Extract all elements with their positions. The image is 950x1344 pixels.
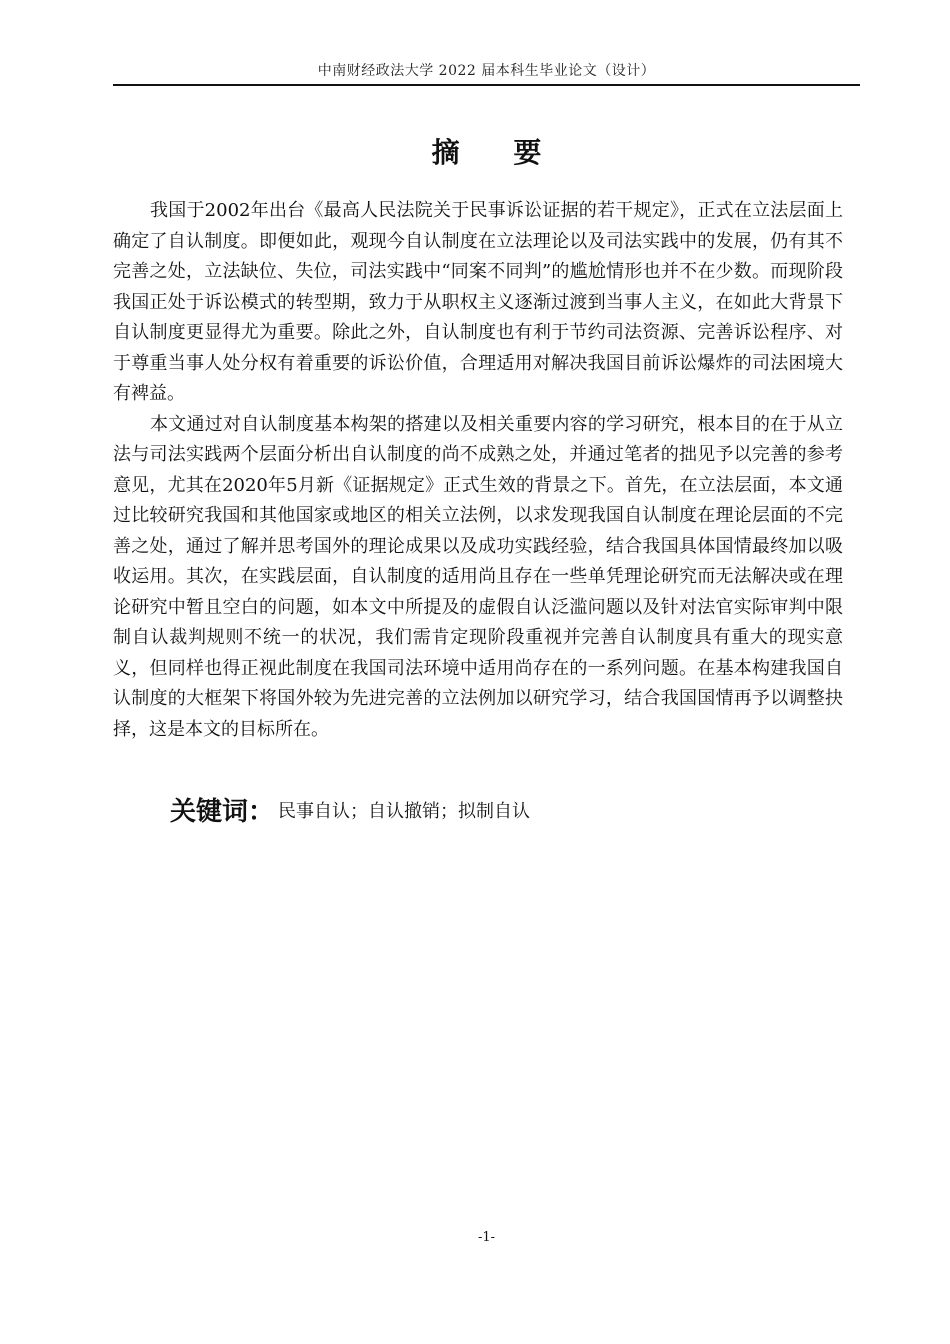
abstract-paragraph-2: 本文通过对自认制度基本构架的搭建以及相关重要内容的学习研究，根本目的在于从立法与司法实践两个层面分析出自认制度的尚不成熟之处，并通过笔者的拙见予以完善的参考意见，尤其在2020年5月新《证据规定》正式生效的背景之下。首先，在立法层面，本文通过比较研究我国和其他国家或地区的相关立法例，以求发现我国自认制度在理论层面的不完善之处，通过了解并思考国外的理论成果以及成功实践经验，结合我国具体国情最终加以吸收运用。其次，在实践层面，自认制度的适用尚且存在一些单凭理论研究而无法解决或在理论研究中暂且空白的问题，如本文中所提及的虚假自认泛滥问题以及针对法官实际审判中限制自认裁判规则不统一的状况，我们需肯定现阶段重视并完善自认制度具有重大的现实意义，但同样也得正视此制度在我国司法环境中适用尚存在的一系列问题。在基本构建我国自认制度的大框架下将国外较为先进完善的立法例加以研究学习，结合我国国情再予以调整抉择，这是本文的目标所在。 — [113, 413, 843, 740]
header-rule — [113, 84, 860, 86]
keywords-line — [170, 792, 530, 832]
page-number: -1- — [477, 1230, 496, 1245]
abstract-paragraph-1: 我国于2002年出台《最高人民法院关于民事诉讼证据的若干规定》，正式在立法层面上确定了自认制度。即便如此，观现今自认制度在立法理论以及司法实践中的发展，仍有其不完善之处，立法缺位、失位，司法实践中“同案不同判”的尴尬情形也并不在少数。而现阶段我国正处于诉讼模式的转型期，致力于从职权主义逐渐过渡到当事人主义，在如此大背景下自认制度更显得尤为重要。除此之外，自认制度也有利于节约司法资源、完善诉讼程序、对于尊重当事人处分权有着重要的诉讼价值，合理适用对解决我国目前诉讼爆炸的司法困境大有裨益。 — [113, 200, 843, 404]
running-header: 中南财经政法大学 2022 届本科生毕业论文（设计） — [317, 63, 656, 79]
abstract-body — [113, 196, 843, 745]
keywords-label: 关键词： — [170, 797, 275, 827]
abstract-title: 摘 要 — [431, 136, 564, 169]
keywords-value: 民事自认；自认撤销；拟制自认 — [278, 801, 531, 822]
